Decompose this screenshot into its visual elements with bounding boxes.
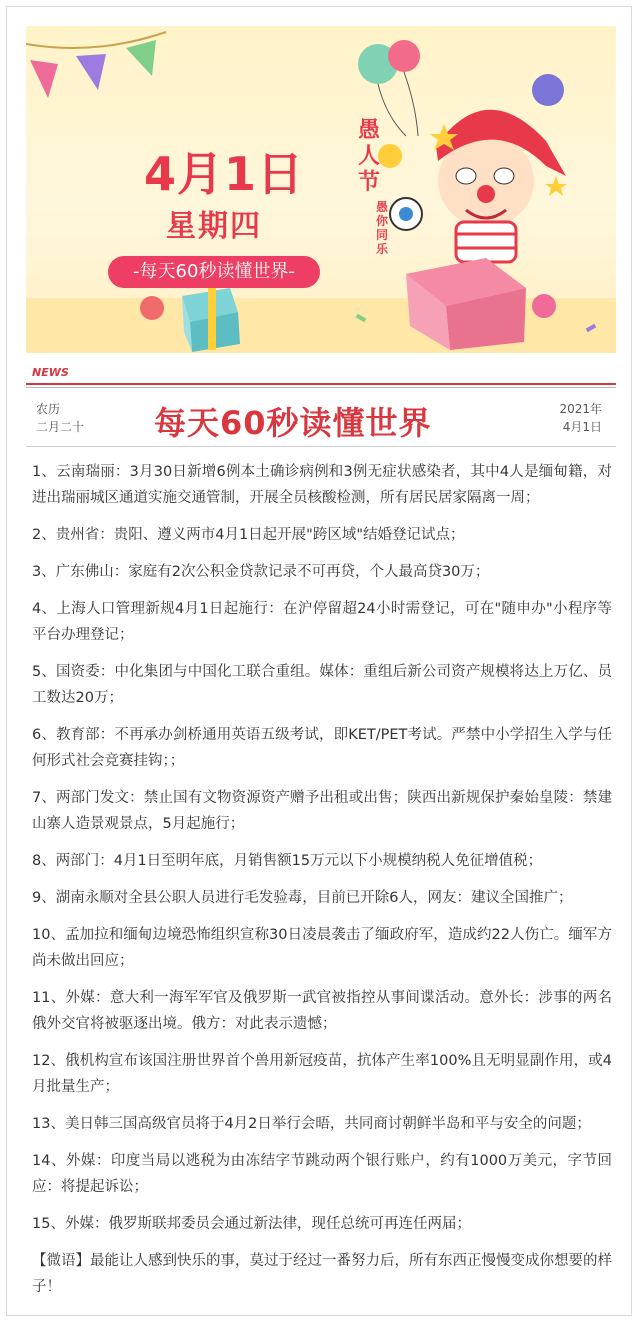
banner-illustration: [26, 26, 616, 353]
news-item: 9、湖南永顺对全县公职人员进行毛发验毒，目前已开除6人，网友：建议全国推广；: [32, 890, 573, 906]
header-divider: [26, 383, 616, 385]
lunar-date: [36, 400, 84, 436]
news-item: 15、外媒：俄罗斯联邦委员会通过新法律，现任总统可再连任两届；: [32, 1216, 471, 1232]
balloon-icon: [388, 40, 420, 72]
header-divider-thin: [26, 387, 616, 388]
lunar-value: 二月二十: [36, 420, 85, 434]
bunting-flag-icon: [76, 54, 106, 90]
news-item: 10、孟加拉和缅甸边境恐怖组织宣称30日凌晨袭击了缅政府军，造成约22人伤亡。缅军方尚未做出回应；: [32, 927, 612, 969]
april-fools-banner: [26, 26, 616, 353]
news-item: 7、两部门发文：禁止国有文物资源资产赠予出租或出售；陕西出新规保护秦始皇陵：禁建山寨人造景观景点，5月起施行；: [32, 790, 612, 832]
news-item: 12、俄机构宣布该国注册世界首个兽用新冠疫苗，抗体产生率100%且无明显副作用，或4月批量生产；: [32, 1053, 612, 1095]
banner-date: 4月1日: [144, 147, 305, 201]
news-list: [32, 459, 612, 1300]
banner-slogan: -每天60秒读懂世界-: [108, 256, 320, 288]
news-item: 4、上海人口管理新规4月1日起施行：在沪停留超24小时需登记，可在"随申办"小程序等平台办理登记；: [32, 601, 612, 643]
ball-icon: [140, 296, 164, 320]
date-year: 2021年: [559, 402, 602, 416]
lunar-label: 农历: [36, 402, 61, 416]
gregorian-date: [559, 400, 602, 436]
news-item: 3、广东佛山：家庭有2次公积金贷款记录不可再贷，个人最高贷30万；: [32, 564, 490, 580]
bunting-flag-icon: [30, 60, 58, 98]
holiday-title: 愚人节: [357, 118, 380, 195]
holiday-subtitle: 愚你同乐: [375, 200, 388, 256]
news-item: 14、外媒：印度当局以逃税为由冻结字节跳动两个银行账户，约有1000万美元，字节回应：将提起诉讼；: [32, 1153, 612, 1195]
news-item: 5、国资委：中化集团与中国化工联合重组。媒体：重组后新公司资产规模将达上万亿、员工数达20万；: [32, 664, 612, 706]
date-month-day: 4月1日: [562, 420, 602, 434]
news-item: 8、两部门：4月1日至明年底，月销售额15万元以下小规模纳税人免征增值税；: [32, 853, 543, 869]
daily-quote: 【微语】最能让人感到快乐的事，莫过于经过一番努力后，所有东西正慢慢变成你想要的样子！: [32, 1253, 612, 1295]
ball-icon: [532, 294, 556, 318]
news-item: 1、云南瑞丽：3月30日新增6例本土确诊病例和3例无症状感染者，其中4人是缅甸籍，对进出瑞丽城区通道实施交通管制，开展全员核酸检测，所有居民居家隔离一周；: [32, 464, 612, 506]
clown-nose-icon: [477, 185, 495, 203]
balloon-icon: [532, 74, 564, 106]
news-item: 2、贵州省：贵阳、遵义两市4月1日起开展"跨区域"结婚登记试点；: [32, 527, 465, 543]
news-item: 6、教育部：不再承办剑桥通用英语五级考试，即KET/PET考试。严禁中小学招生入学与任何形式社会竞赛挂钩；；: [32, 727, 612, 769]
masthead-title: 每天60秒读懂世界: [154, 404, 432, 442]
bunting-flag-icon: [126, 40, 156, 76]
banner-weekday: 星期四: [166, 209, 262, 244]
news-item: 13、美日韩三国高级官员将于4月2日举行会晤，共同商讨朝鲜半岛和平与安全的问题；: [32, 1116, 591, 1132]
masthead-divider: [26, 446, 616, 447]
news-item: 11、外媒：意大利一海军军官及俄罗斯一武官被指控从事间谍活动。意外长：涉事的两名俄外交官将被驱逐出境。俄方：对此表示遗憾；: [32, 990, 612, 1032]
news-section-label: NEWS: [32, 366, 69, 379]
